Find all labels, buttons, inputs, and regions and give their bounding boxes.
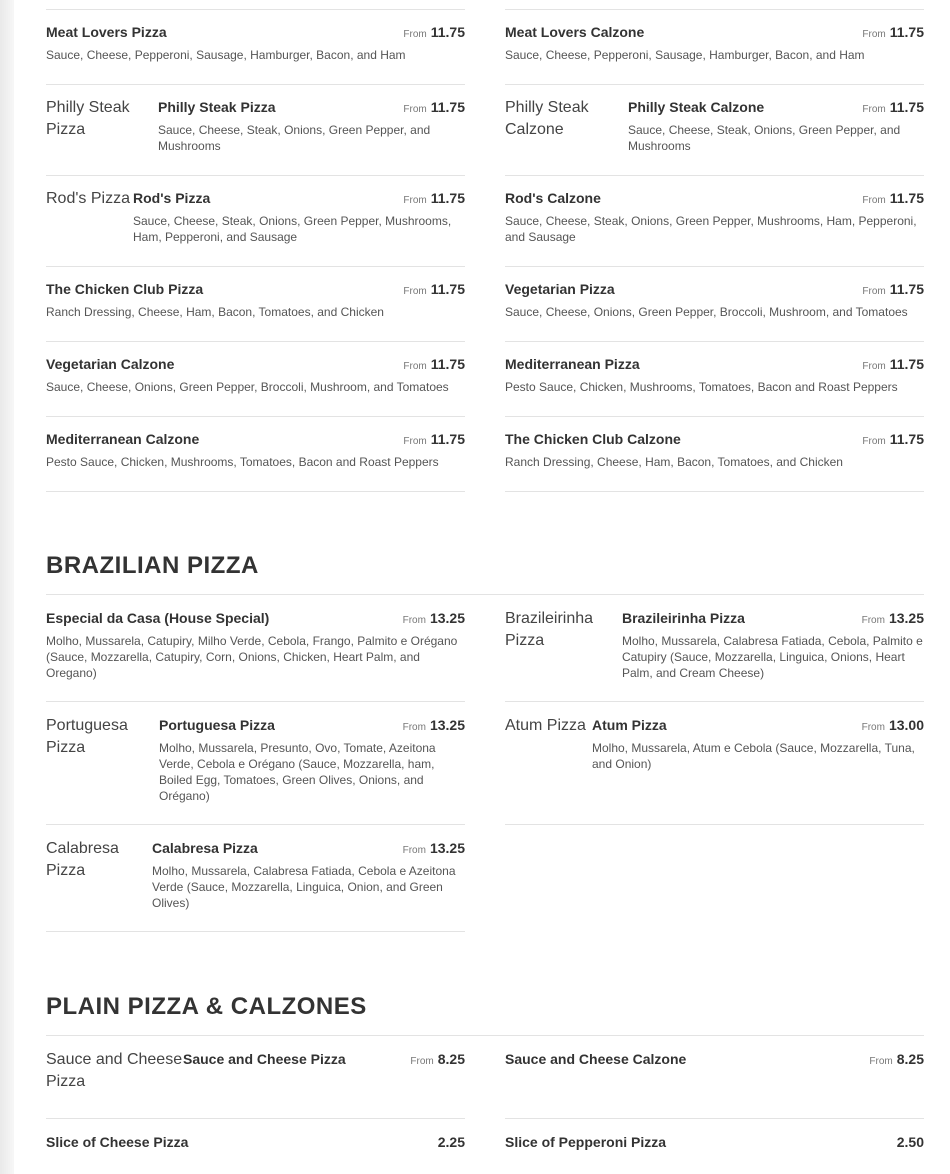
price-value: 11.75	[889, 99, 924, 115]
menu-item[interactable]	[46, 176, 465, 267]
menu-item[interactable]	[505, 176, 924, 267]
price-value: 11.75	[889, 431, 924, 447]
price-value: 13.25	[429, 610, 465, 626]
item-name: Sauce and Cheese Calzone	[505, 1051, 687, 1067]
item-name: Sauce and Cheese Pizza	[183, 1051, 346, 1067]
price-value: 2.25	[437, 1134, 465, 1150]
item-image: Calabresa Pizza	[46, 840, 119, 879]
from-label: From	[403, 361, 427, 372]
item-price	[862, 24, 924, 42]
from-label: From	[862, 29, 886, 40]
menu-item[interactable]	[505, 1051, 924, 1119]
menu-item[interactable]	[46, 267, 465, 342]
item-description: Sauce, Cheese, Steak, Onions, Green Pepper, Mushrooms, Ham, Pepperoni, and Sausage	[133, 214, 452, 244]
from-label: From	[862, 436, 886, 447]
item-name: Rod's Pizza	[133, 190, 211, 206]
section-divider	[46, 1035, 924, 1036]
price-value: 11.75	[430, 190, 465, 206]
menu-item[interactable]	[46, 85, 465, 176]
price-value: 8.25	[437, 1051, 465, 1067]
from-label: From	[862, 195, 886, 206]
left-page-shadow	[0, 0, 14, 1174]
item-price	[403, 431, 465, 449]
item-description: Molho, Mussarela, Atum e Cebola (Sauce, Mozzarella, Tuna, and Onion)	[592, 741, 915, 771]
menu-item[interactable]	[46, 702, 465, 825]
from-label: From	[403, 104, 427, 115]
price-value: 11.75	[889, 281, 924, 297]
from-label: From	[402, 845, 426, 856]
plain-pizza-section	[46, 993, 924, 1036]
item-name: Atum Pizza	[592, 717, 667, 733]
item-price	[403, 281, 465, 299]
section-title: PLAIN PIZZA & CALZONES	[46, 993, 367, 1020]
item-description: Molho, Mussarela, Presunto, Ovo, Tomate, Azeitona Verde, Cebola e Orégano (Sauce, Mozzarella, ham, Boiled Egg, Tomatoes, Green Olives, Onions, and Orégano)	[159, 741, 436, 803]
plain-left-column	[46, 1051, 465, 1174]
item-price	[862, 431, 924, 449]
price-value: 13.25	[429, 840, 465, 856]
menu-item[interactable]	[505, 267, 924, 342]
section-divider	[46, 594, 924, 595]
from-label: From	[403, 195, 427, 206]
from-label: From	[403, 286, 427, 297]
from-label: From	[862, 104, 886, 115]
price-value: 8.25	[896, 1051, 924, 1067]
price-value: 13.25	[888, 610, 924, 626]
price-value: 11.75	[430, 24, 465, 40]
item-description: Pesto Sauce, Chicken, Mushrooms, Tomatoes, Bacon and Roast Peppers	[505, 380, 898, 394]
specialty-items-grid	[46, 24, 924, 492]
menu-item[interactable]	[505, 24, 924, 85]
item-name: Slice of Cheese Pizza	[46, 1134, 189, 1150]
item-name: Philly Steak Pizza	[158, 99, 276, 115]
menu-item[interactable]	[46, 342, 465, 417]
menu-item[interactable]	[46, 417, 465, 492]
brazilian-pizza-section	[46, 552, 924, 595]
menu-item[interactable]	[505, 1119, 924, 1174]
item-price	[869, 1051, 924, 1069]
item-price	[862, 281, 924, 299]
item-price	[897, 1134, 924, 1152]
item-image: Sauce and Cheese Pizza	[46, 1051, 183, 1090]
item-description: Molho, Mussarela, Calabresa Fatiada, Cebola e Azeitona Verde (Sauce, Mozzarella, Linguica, Onion, and Green Olives)	[152, 864, 456, 910]
item-description: Ranch Dressing, Cheese, Ham, Bacon, Tomatoes, and Chicken	[505, 455, 843, 469]
item-price	[403, 356, 465, 374]
menu-item[interactable]	[46, 610, 465, 702]
menu-item[interactable]	[505, 342, 924, 417]
top-divider-left	[46, 9, 465, 10]
item-price	[862, 356, 924, 374]
menu-item[interactable]	[46, 24, 465, 85]
item-description: Sauce, Cheese, Steak, Onions, Green Pepper, Mushrooms, Ham, Pepperoni, and Sausage	[505, 214, 917, 244]
item-price	[403, 610, 465, 628]
item-price	[862, 610, 924, 628]
item-price	[862, 190, 924, 208]
specialty-right-column	[505, 24, 924, 492]
price-value: 11.75	[889, 190, 924, 206]
item-name: Portuguesa Pizza	[159, 717, 275, 733]
from-label: From	[410, 1056, 434, 1067]
plain-right-column	[505, 1051, 924, 1174]
item-description: Sauce, Cheese, Steak, Onions, Green Pepper, and Mushrooms	[158, 123, 431, 153]
from-label: From	[861, 615, 885, 626]
item-price	[438, 1134, 465, 1152]
item-description: Ranch Dressing, Cheese, Ham, Bacon, Tomatoes, and Chicken	[46, 305, 384, 319]
menu-item[interactable]	[46, 1051, 465, 1119]
item-name: Mediterranean Calzone	[46, 431, 200, 447]
menu-item[interactable]	[505, 610, 924, 702]
item-price	[403, 24, 465, 42]
item-description: Sauce, Cheese, Onions, Green Pepper, Broccoli, Mushroom, and Tomatoes	[505, 305, 908, 319]
item-image: Philly Steak Calzone	[505, 99, 589, 138]
item-image: Rod's Pizza	[46, 190, 130, 207]
menu-item[interactable]	[505, 85, 924, 176]
section-title: BRAZILIAN PIZZA	[46, 552, 259, 579]
item-name: Slice of Pepperoni Pizza	[505, 1134, 667, 1150]
from-label: From	[402, 722, 426, 733]
item-image: Philly Steak Pizza	[46, 99, 130, 138]
plain-items-grid	[46, 1051, 924, 1174]
item-name: Meat Lovers Calzone	[505, 24, 645, 40]
from-label: From	[403, 29, 427, 40]
from-label: From	[403, 436, 427, 447]
item-description: Sauce, Cheese, Pepperoni, Sausage, Hamburger, Bacon, and Ham	[46, 48, 406, 62]
brazilian-items-grid	[46, 610, 924, 932]
price-value: 11.75	[889, 24, 924, 40]
item-name: Meat Lovers Pizza	[46, 24, 167, 40]
item-name: The Chicken Club Calzone	[505, 431, 681, 447]
item-name: The Chicken Club Pizza	[46, 281, 204, 297]
menu-item[interactable]	[505, 417, 924, 492]
price-value: 11.75	[889, 356, 924, 372]
item-description: Sauce, Cheese, Pepperoni, Sausage, Hamburger, Bacon, and Ham	[505, 48, 865, 62]
item-price	[410, 1051, 465, 1069]
item-description: Molho, Mussarela, Calabresa Fatiada, Cebola, Palmito e Catupiry (Sauce, Mozzarella, Linguica, Onions, Heart Palm, and Cream Cheese)	[622, 634, 923, 680]
item-image: Brazileirinha Pizza	[505, 610, 594, 649]
brazilian-left-column	[46, 610, 465, 932]
price-value: 11.75	[430, 431, 465, 447]
from-label: From	[402, 615, 426, 626]
item-price	[862, 99, 924, 117]
item-price	[403, 840, 465, 858]
item-description: Sauce, Cheese, Onions, Green Pepper, Broccoli, Mushroom, and Tomatoes	[46, 380, 449, 394]
menu-item[interactable]	[46, 1119, 465, 1174]
item-name: Vegetarian Pizza	[505, 281, 615, 297]
item-image: Atum Pizza	[505, 717, 586, 734]
price-value: 13.25	[429, 717, 465, 733]
item-name: Brazileirinha Pizza	[622, 610, 745, 626]
price-value: 11.75	[430, 99, 465, 115]
item-description: Pesto Sauce, Chicken, Mushrooms, Tomatoes, Bacon and Roast Peppers	[46, 455, 439, 469]
item-description: Sauce, Cheese, Steak, Onions, Green Pepper, and Mushrooms	[628, 123, 901, 153]
from-label: From	[861, 722, 885, 733]
brazilian-right-column	[505, 610, 924, 932]
item-name: Especial da Casa (House Special)	[46, 610, 270, 626]
specialty-left-column	[46, 24, 465, 492]
from-label: From	[862, 286, 886, 297]
menu-item[interactable]	[505, 702, 924, 825]
from-label: From	[869, 1056, 893, 1067]
item-name: Vegetarian Calzone	[46, 356, 175, 372]
item-price	[403, 99, 465, 117]
price-value: 13.00	[888, 717, 924, 733]
price-value: 11.75	[430, 356, 465, 372]
item-price	[862, 717, 924, 735]
item-description: Molho, Mussarela, Catupiry, Milho Verde, Cebola, Frango, Palmito e Orégano (Sauce, Mozzarella, Catupiry, Corn, Onions, Chicken, Heart Palm, and Oregano)	[46, 634, 458, 680]
top-divider-right	[505, 9, 924, 10]
item-image: Portuguesa Pizza	[46, 717, 128, 756]
item-price	[403, 190, 465, 208]
price-value: 2.50	[896, 1134, 924, 1150]
from-label: From	[862, 361, 886, 372]
item-name: Mediterranean Pizza	[505, 356, 640, 372]
item-name: Rod's Calzone	[505, 190, 601, 206]
item-name: Philly Steak Calzone	[628, 99, 765, 115]
item-name: Calabresa Pizza	[152, 840, 258, 856]
item-price	[403, 717, 465, 735]
price-value: 11.75	[430, 281, 465, 297]
menu-item[interactable]	[46, 825, 465, 932]
